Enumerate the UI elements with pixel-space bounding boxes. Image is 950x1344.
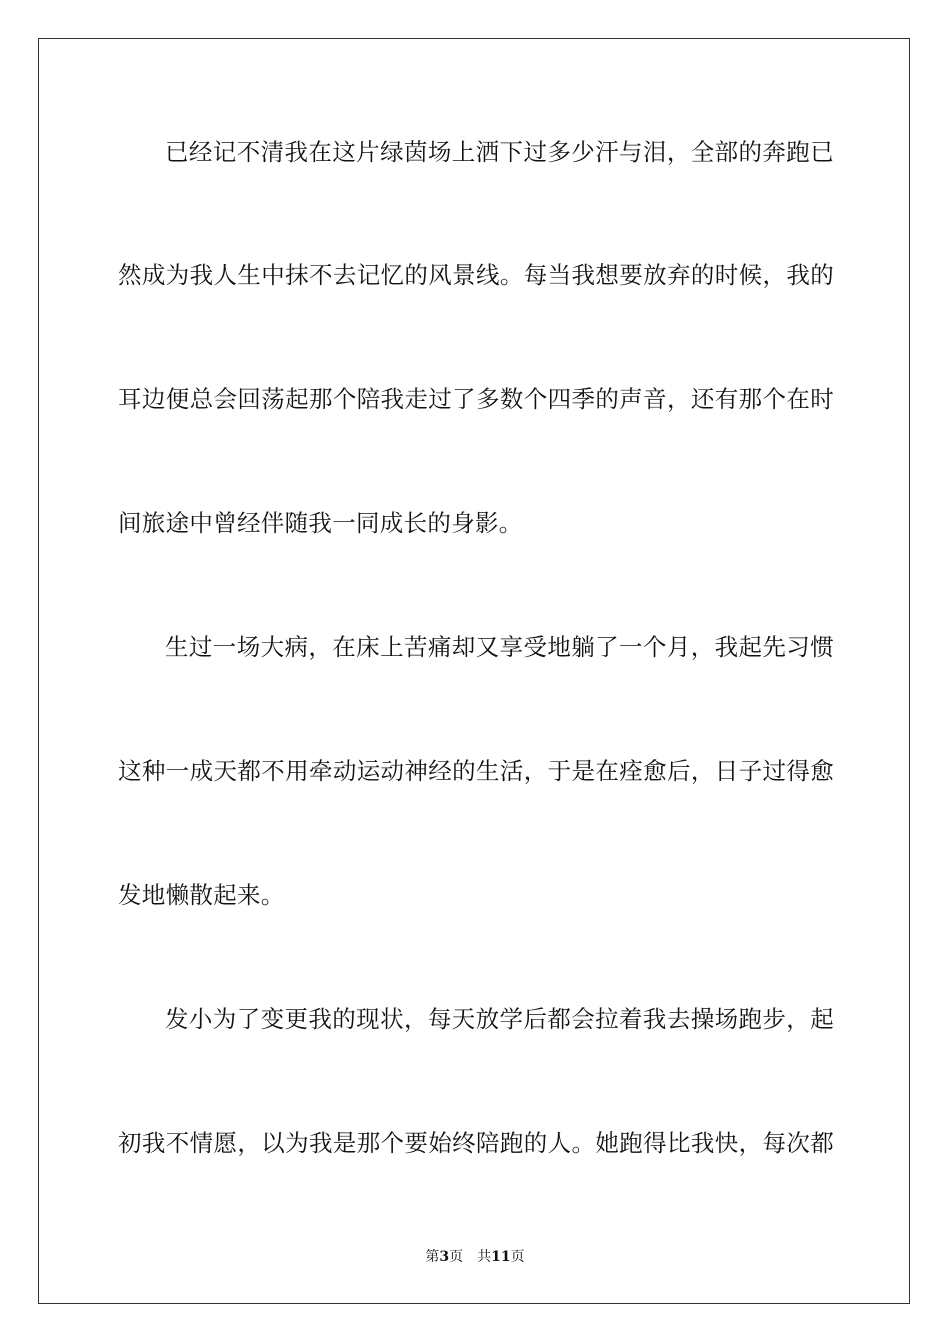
paragraph-1-line-1: 已经记不清我在这片绿茵场上洒下过多少汗与泪，全部的奔跑已 (165, 138, 834, 166)
page-suffix: 页 (449, 1249, 464, 1265)
paragraph-2-line-1: 生过一场大病，在床上苦痛却又享受地躺了一个月，我起先习惯 (165, 633, 834, 661)
paragraph-1-line-4: 间旅途中曾经伴随我一同成长的身影。 (118, 509, 523, 537)
page-frame (38, 38, 910, 1304)
paragraph-1-line-3: 耳边便总会回荡起那个陪我走过了多数个四季的声音，还有那个在时 (118, 385, 834, 413)
page-number: 3 (439, 1249, 450, 1265)
page-prefix: 第 (425, 1249, 440, 1265)
total-pages: 11 (491, 1249, 511, 1265)
page-footer (0, 1248, 950, 1266)
paragraph-1-line-2: 然成为我人生中抹不去记忆的风景线。每当我想要放弃的时候，我的 (118, 261, 834, 289)
paragraph-2-line-2: 这种一成天都不用牵动运动神经的生活，于是在痊愈后，日子过得愈 (118, 757, 834, 785)
total-suffix: 页 (510, 1249, 525, 1265)
paragraph-2-line-3: 发地懒散起来。 (118, 881, 285, 909)
total-prefix: 共 (477, 1249, 492, 1265)
paragraph-3-line-2: 初我不情愿，以为我是那个要始终陪跑的人。她跑得比我快，每次都 (118, 1129, 834, 1157)
paragraph-3-line-1: 发小为了变更我的现状，每天放学后都会拉着我去操场跑步，起 (165, 1005, 834, 1033)
